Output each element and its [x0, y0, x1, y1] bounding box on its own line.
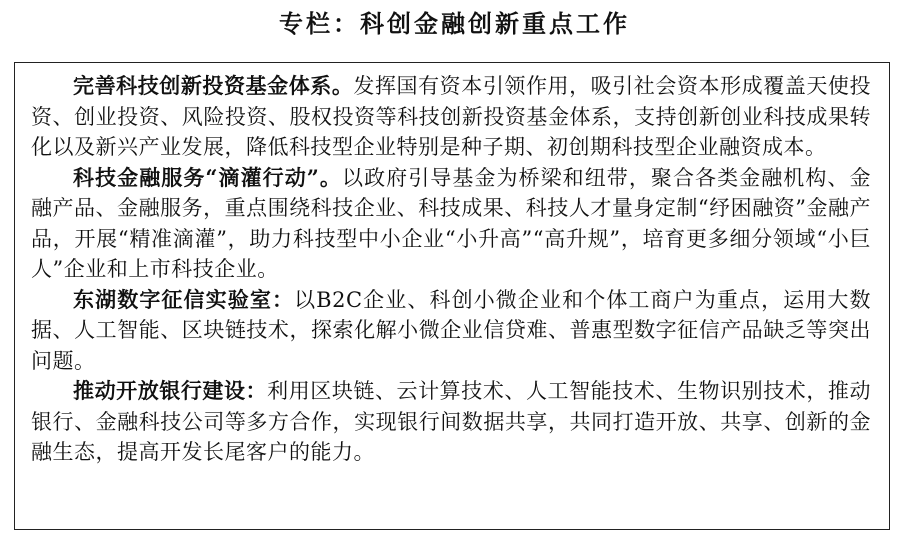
paragraph-lead: 东湖数字征信实验室： [73, 286, 295, 312]
paragraph-body: 以政府引导基金为桥梁和纽带，聚合各类金融机构、金融产品、金融服务，重点围绕科技企业、科技成果、科技人才量身定制“纾困融资”金融产品，开展“精准滴灌”，助力科技型中小企业“小升高”“高升规”，培育更多细分领域“小巨人”企业和上市科技企业。 [31, 165, 871, 281]
paragraph-lead: 科技金融服务“滴灌行动”。 [73, 164, 342, 190]
paragraph-body: 发挥国有资本引领作用，吸引社会资本形成覆盖天使投资、创业投资、风险投资、股权投资等科技创新投资基金体系，支持创新创业科技成果转化以及新兴产业发展，降低科技型企业特别是种子期、初创期科技型企业融资成本。 [31, 74, 872, 159]
paragraph-open-banking [31, 376, 871, 468]
paragraph-credit-lab [31, 285, 871, 377]
paragraph-lead: 完善科技创新投资基金体系。 [73, 73, 354, 98]
paragraph-lead: 推动开放银行建设： [73, 378, 268, 403]
paragraph-body: 以B2C企业、科创小微企业和个体工商户为重点，运用大数据、人工智能、区块链技术，探索化解小微企业信贷难、普惠型数字征信产品缺乏等突出问题。 [31, 287, 872, 373]
paragraph-investment-fund [31, 71, 871, 163]
column-title: 专栏：科创金融创新重点工作 [279, 9, 630, 38]
content-box [14, 62, 890, 530]
paragraph-body: 利用区块链、云计算技术、人工智能技术、生物识别技术，推动银行、金融科技公司等多方合作，实现银行间数据共享，共同打造开放、共享、创新的金融生态，提高开发长尾客户的能力。 [31, 379, 871, 464]
paragraph-drip-irrigation [31, 163, 871, 285]
